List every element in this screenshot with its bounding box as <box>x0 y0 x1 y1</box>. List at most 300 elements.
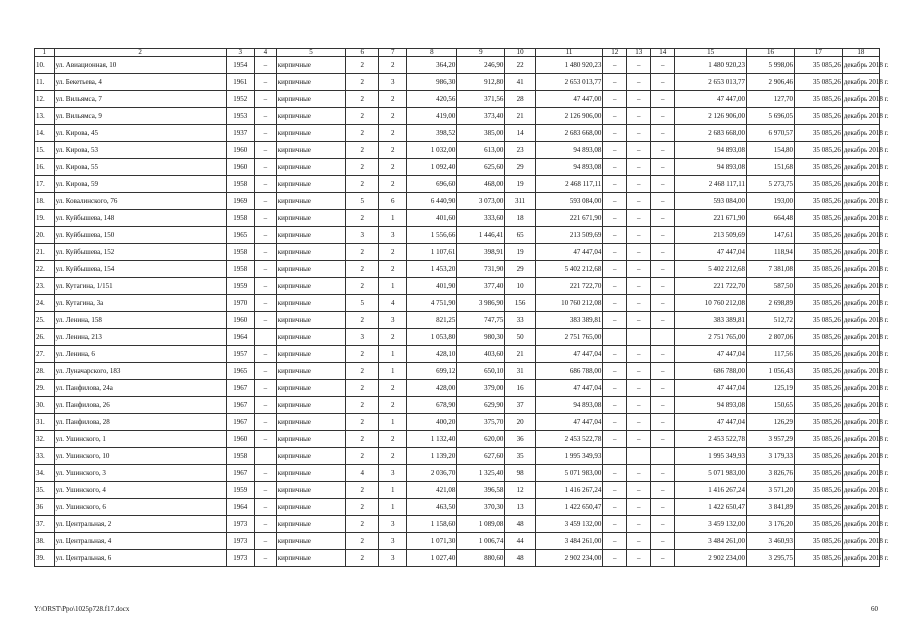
cell-max-cost-per-sqm: 35 085,26 <box>794 159 842 176</box>
cell-max-cost-per-sqm: 35 085,26 <box>794 227 842 244</box>
cell-col-14: – <box>651 533 675 550</box>
cell-row-number: 33. <box>35 448 55 465</box>
cell-max-cost-per-sqm: 35 085,26 <box>794 176 842 193</box>
page-number: 60 <box>871 605 878 613</box>
cell-wall-material: кирпичные <box>276 244 346 261</box>
cell-col-12 <box>603 329 627 346</box>
cell-col-4: – <box>254 312 276 329</box>
cell-total-area: 1 107,61 <box>407 244 457 261</box>
table-row <box>35 125 880 142</box>
cell-col-4: – <box>254 346 276 363</box>
cell-wall-material: кирпичные <box>276 414 346 431</box>
cell-col-12: – <box>603 346 627 363</box>
cell-floors: 2 <box>346 397 379 414</box>
column-number-7: 7 <box>379 49 407 57</box>
cell-floors: 2 <box>346 482 379 499</box>
cell-repair-cost: 1 995 349,93 <box>535 448 603 465</box>
column-number-2: 2 <box>54 49 226 57</box>
cell-row-number: 14. <box>35 125 55 142</box>
cell-floors: 2 <box>346 533 379 550</box>
cell-col-12 <box>603 448 627 465</box>
cell-row-number: 17. <box>35 176 55 193</box>
cell-row-number: 15. <box>35 142 55 159</box>
cell-entrances: 2 <box>379 91 407 108</box>
table-row <box>35 159 880 176</box>
cell-living-area: 3 073,00 <box>457 193 505 210</box>
cell-total-area: 401,90 <box>407 278 457 295</box>
cell-living-area: 912,80 <box>457 74 505 91</box>
cell-entrances: 2 <box>379 380 407 397</box>
cell-total-cost: 1 995 349,93 <box>675 448 747 465</box>
cell-col-4: – <box>254 550 276 567</box>
cell-total-cost: 10 760 212,08 <box>675 295 747 312</box>
cell-col-13: – <box>627 210 651 227</box>
cell-entrances: 2 <box>379 125 407 142</box>
cell-total-cost: 47 447,04 <box>675 414 747 431</box>
cell-address: ул. Панфилова, 28 <box>54 414 226 431</box>
cell-cost-per-sqm: 512,72 <box>747 312 795 329</box>
cell-cost-per-sqm: 3 179,33 <box>747 448 795 465</box>
cell-max-cost-per-sqm: 35 085,26 <box>794 193 842 210</box>
cell-max-cost-per-sqm: 35 085,26 <box>794 295 842 312</box>
table-row <box>35 57 880 74</box>
cell-total-cost: 221 671,90 <box>675 210 747 227</box>
cell-living-area: 3 986,90 <box>457 295 505 312</box>
cell-address: ул. Кутагина, 1/151 <box>54 278 226 295</box>
cell-living-area: 398,91 <box>457 244 505 261</box>
cell-wall-material: кирпичные <box>276 448 346 465</box>
cell-living-area: 370,30 <box>457 499 505 516</box>
cell-cost-per-sqm: 3 957,29 <box>747 431 795 448</box>
cell-residents: 14 <box>505 125 535 142</box>
table-row <box>35 533 880 550</box>
cell-col-12: – <box>603 193 627 210</box>
cell-residents: 22 <box>505 57 535 74</box>
cell-col-13: – <box>627 244 651 261</box>
cell-col-14: – <box>651 108 675 125</box>
cell-deadline: декабрь 2018 г. <box>842 74 879 91</box>
cell-total-area: 1 053,80 <box>407 329 457 346</box>
cell-repair-cost: 3 459 132,00 <box>535 516 603 533</box>
cell-wall-material: кирпичные <box>276 227 346 244</box>
cell-max-cost-per-sqm: 35 085,26 <box>794 125 842 142</box>
cell-repair-cost: 2 468 117,11 <box>535 176 603 193</box>
column-number-9: 9 <box>457 49 505 57</box>
column-number-14: 14 <box>651 49 675 57</box>
cell-total-area: 428,10 <box>407 346 457 363</box>
column-number-1: 1 <box>35 49 55 57</box>
cell-col-14: – <box>651 261 675 278</box>
cell-col-4: – <box>254 414 276 431</box>
cell-total-area: 1 071,30 <box>407 533 457 550</box>
cell-row-number: 21. <box>35 244 55 261</box>
table-row <box>35 210 880 227</box>
cell-col-13: – <box>627 193 651 210</box>
cell-living-area: 468,00 <box>457 176 505 193</box>
table-row <box>35 448 880 465</box>
cell-total-cost: 3 484 261,00 <box>675 533 747 550</box>
cell-entrances: 3 <box>379 74 407 91</box>
cell-entrances: 3 <box>379 550 407 567</box>
cell-residents: 48 <box>505 516 535 533</box>
cell-wall-material: кирпичные <box>276 108 346 125</box>
cell-total-area: 1 092,40 <box>407 159 457 176</box>
cell-row-number: 12. <box>35 91 55 108</box>
cell-residents: 21 <box>505 108 535 125</box>
cell-col-4 <box>254 448 276 465</box>
cell-repair-cost: 47 447,00 <box>535 91 603 108</box>
cell-row-number: 25. <box>35 312 55 329</box>
cell-col-12: – <box>603 91 627 108</box>
cell-deadline: декабрь 2018 г. <box>842 244 879 261</box>
cell-cost-per-sqm: 126,29 <box>747 414 795 431</box>
cell-row-number: 34. <box>35 465 55 482</box>
cell-address: ул. Кутагина, 3а <box>54 295 226 312</box>
cell-col-4 <box>254 329 276 346</box>
cell-total-area: 1 032,00 <box>407 142 457 159</box>
column-number-4: 4 <box>254 49 276 57</box>
cell-col-13: – <box>627 57 651 74</box>
cell-build-year: 1964 <box>226 329 254 346</box>
cell-col-14 <box>651 448 675 465</box>
cell-repair-cost: 2 902 234,00 <box>535 550 603 567</box>
cell-floors: 2 <box>346 74 379 91</box>
cell-row-number: 37. <box>35 516 55 533</box>
cell-build-year: 1958 <box>226 244 254 261</box>
cell-residents: 13 <box>505 499 535 516</box>
cell-col-12: – <box>603 414 627 431</box>
cell-col-13: – <box>627 227 651 244</box>
housing-register-table <box>34 48 889 567</box>
cell-total-area: 6 440,90 <box>407 193 457 210</box>
cell-address: ул. Ушинского, 1 <box>54 431 226 448</box>
table-row <box>35 329 880 346</box>
cell-build-year: 1954 <box>226 57 254 74</box>
cell-floors: 2 <box>346 278 379 295</box>
table-row <box>35 465 880 482</box>
cell-total-area: 986,30 <box>407 74 457 91</box>
cell-deadline: декабрь 2018 г. <box>842 193 879 210</box>
cell-col-13: – <box>627 533 651 550</box>
cell-col-14: – <box>651 550 675 567</box>
cell-address: ул. Авиационная, 10 <box>54 57 226 74</box>
cell-address: ул. Панфилова, 26 <box>54 397 226 414</box>
cell-cost-per-sqm: 151,68 <box>747 159 795 176</box>
cell-wall-material: кирпичные <box>276 159 346 176</box>
cell-total-area: 463,50 <box>407 499 457 516</box>
cell-floors: 2 <box>346 261 379 278</box>
cell-wall-material: кирпичные <box>276 176 346 193</box>
cell-floors: 5 <box>346 193 379 210</box>
cell-total-cost: 2 902 234,00 <box>675 550 747 567</box>
cell-col-12: – <box>603 74 627 91</box>
cell-col-14: – <box>651 397 675 414</box>
cell-max-cost-per-sqm: 35 085,26 <box>794 482 842 499</box>
cell-entrances: 2 <box>379 244 407 261</box>
cell-total-area: 1 556,66 <box>407 227 457 244</box>
table-row <box>35 482 880 499</box>
cell-col-4: – <box>254 499 276 516</box>
cell-max-cost-per-sqm: 35 085,26 <box>794 363 842 380</box>
cell-wall-material: кирпичные <box>276 482 346 499</box>
cell-col-4: – <box>254 193 276 210</box>
cell-floors: 2 <box>346 499 379 516</box>
cell-total-area: 398,52 <box>407 125 457 142</box>
cell-col-4: – <box>254 142 276 159</box>
column-number-12: 12 <box>603 49 627 57</box>
cell-col-13: – <box>627 74 651 91</box>
cell-residents: 44 <box>505 533 535 550</box>
cell-build-year: 1960 <box>226 312 254 329</box>
cell-deadline: декабрь 2018 г. <box>842 533 879 550</box>
cell-cost-per-sqm: 3 176,20 <box>747 516 795 533</box>
cell-repair-cost: 221 671,90 <box>535 210 603 227</box>
cell-address: ул. Панфилова, 24а <box>54 380 226 397</box>
cell-col-4: – <box>254 516 276 533</box>
cell-total-cost: 47 447,04 <box>675 380 747 397</box>
cell-address: ул. Куйбышева, 154 <box>54 261 226 278</box>
cell-col-13: – <box>627 312 651 329</box>
cell-max-cost-per-sqm: 35 085,26 <box>794 380 842 397</box>
cell-col-12: – <box>603 499 627 516</box>
cell-deadline: декабрь 2018 г. <box>842 499 879 516</box>
cell-living-area: 627,60 <box>457 448 505 465</box>
cell-living-area: 1 089,08 <box>457 516 505 533</box>
cell-floors: 2 <box>346 108 379 125</box>
cell-repair-cost: 3 484 261,00 <box>535 533 603 550</box>
cell-floors: 2 <box>346 431 379 448</box>
cell-row-number: 11. <box>35 74 55 91</box>
cell-entrances: 3 <box>379 227 407 244</box>
cell-residents: 19 <box>505 176 535 193</box>
cell-col-13: – <box>627 261 651 278</box>
column-number-8: 8 <box>407 49 457 57</box>
cell-address: ул. Ленина, 213 <box>54 329 226 346</box>
cell-col-4: – <box>254 244 276 261</box>
cell-build-year: 1964 <box>226 499 254 516</box>
cell-floors: 2 <box>346 244 379 261</box>
cell-living-area: 1 006,74 <box>457 533 505 550</box>
cell-residents: 10 <box>505 278 535 295</box>
cell-floors: 2 <box>346 414 379 431</box>
table-row <box>35 414 880 431</box>
cell-cost-per-sqm: 118,94 <box>747 244 795 261</box>
cell-total-area: 2 036,70 <box>407 465 457 482</box>
cell-col-4: – <box>254 91 276 108</box>
cell-build-year: 1960 <box>226 431 254 448</box>
cell-deadline: декабрь 2018 г. <box>842 278 879 295</box>
cell-floors: 2 <box>346 363 379 380</box>
cell-entrances: 1 <box>379 499 407 516</box>
cell-build-year: 1967 <box>226 414 254 431</box>
cell-residents: 29 <box>505 159 535 176</box>
cell-col-12: – <box>603 108 627 125</box>
cell-col-14: – <box>651 295 675 312</box>
cell-max-cost-per-sqm: 35 085,26 <box>794 550 842 567</box>
cell-living-area: 1 325,40 <box>457 465 505 482</box>
column-number-5: 5 <box>276 49 346 57</box>
cell-col-12: – <box>603 295 627 312</box>
cell-col-12: – <box>603 465 627 482</box>
cell-row-number: 27. <box>35 346 55 363</box>
cell-entrances: 6 <box>379 193 407 210</box>
cell-cost-per-sqm: 5 998,06 <box>747 57 795 74</box>
cell-total-cost: 221 722,70 <box>675 278 747 295</box>
cell-total-cost: 2 453 522,78 <box>675 431 747 448</box>
cell-col-14: – <box>651 278 675 295</box>
cell-wall-material: кирпичные <box>276 431 346 448</box>
cell-living-area: 650,10 <box>457 363 505 380</box>
table-row <box>35 397 880 414</box>
cell-col-13: – <box>627 380 651 397</box>
cell-deadline: декабрь 2018 г. <box>842 261 879 278</box>
cell-deadline: декабрь 2018 г. <box>842 125 879 142</box>
cell-deadline: декабрь 2018 г. <box>842 465 879 482</box>
cell-repair-cost: 47 447,04 <box>535 244 603 261</box>
cell-col-12: – <box>603 244 627 261</box>
cell-col-14: – <box>651 142 675 159</box>
cell-entrances: 1 <box>379 363 407 380</box>
column-number-15: 15 <box>675 49 747 57</box>
cell-address: ул. Куйбышева, 148 <box>54 210 226 227</box>
cell-entrances: 1 <box>379 346 407 363</box>
cell-deadline: декабрь 2018 г. <box>842 176 879 193</box>
cell-address: ул. Вильямса, 7 <box>54 91 226 108</box>
cell-wall-material: кирпичные <box>276 295 346 312</box>
cell-entrances: 3 <box>379 516 407 533</box>
cell-repair-cost: 94 893,08 <box>535 142 603 159</box>
cell-row-number: 26. <box>35 329 55 346</box>
table-row <box>35 227 880 244</box>
cell-col-14: – <box>651 57 675 74</box>
cell-col-12: – <box>603 125 627 142</box>
cell-deadline: декабрь 2018 г. <box>842 414 879 431</box>
cell-living-area: 333,60 <box>457 210 505 227</box>
cell-cost-per-sqm: 3 460,93 <box>747 533 795 550</box>
cell-total-cost: 593 084,00 <box>675 193 747 210</box>
cell-living-area: 371,56 <box>457 91 505 108</box>
cell-deadline: декабрь 2018 г. <box>842 380 879 397</box>
cell-build-year: 1967 <box>226 397 254 414</box>
cell-col-14: – <box>651 516 675 533</box>
cell-wall-material: кирпичные <box>276 125 346 142</box>
cell-col-14: – <box>651 244 675 261</box>
cell-col-4: – <box>254 210 276 227</box>
table-row <box>35 244 880 261</box>
cell-row-number: 38. <box>35 533 55 550</box>
cell-cost-per-sqm: 2 698,89 <box>747 295 795 312</box>
cell-wall-material: кирпичные <box>276 261 346 278</box>
table-row <box>35 516 880 533</box>
cell-deadline: декабрь 2018 г. <box>842 346 879 363</box>
cell-row-number: 10. <box>35 57 55 74</box>
cell-col-13 <box>627 448 651 465</box>
cell-cost-per-sqm: 3 826,76 <box>747 465 795 482</box>
cell-floors: 2 <box>346 142 379 159</box>
cell-deadline: декабрь 2018 г. <box>842 397 879 414</box>
cell-col-14: – <box>651 346 675 363</box>
cell-col-4: – <box>254 108 276 125</box>
cell-col-4: – <box>254 482 276 499</box>
cell-living-area: 377,40 <box>457 278 505 295</box>
cell-col-12: – <box>603 261 627 278</box>
cell-wall-material: кирпичные <box>276 210 346 227</box>
cell-total-cost: 383 389,81 <box>675 312 747 329</box>
cell-total-cost: 2 468 117,11 <box>675 176 747 193</box>
cell-col-14: – <box>651 159 675 176</box>
cell-floors: 2 <box>346 210 379 227</box>
cell-build-year: 1958 <box>226 210 254 227</box>
cell-col-4: – <box>254 125 276 142</box>
cell-residents: 37 <box>505 397 535 414</box>
cell-col-13: – <box>627 346 651 363</box>
cell-col-12: – <box>603 57 627 74</box>
cell-floors: 2 <box>346 91 379 108</box>
cell-col-4: – <box>254 295 276 312</box>
cell-residents: 33 <box>505 312 535 329</box>
cell-build-year: 1960 <box>226 159 254 176</box>
cell-col-13: – <box>627 176 651 193</box>
cell-wall-material: кирпичные <box>276 380 346 397</box>
cell-address: ул. Ушинского, 4 <box>54 482 226 499</box>
cell-cost-per-sqm: 3 571,20 <box>747 482 795 499</box>
cell-build-year: 1973 <box>226 516 254 533</box>
cell-residents: 20 <box>505 414 535 431</box>
cell-col-14: – <box>651 74 675 91</box>
cell-living-area: 629,90 <box>457 397 505 414</box>
cell-deadline: декабрь 2018 г. <box>842 295 879 312</box>
cell-total-cost: 94 893,08 <box>675 397 747 414</box>
cell-entrances: 1 <box>379 278 407 295</box>
cell-col-12: – <box>603 482 627 499</box>
cell-address: ул. Куйбышева, 150 <box>54 227 226 244</box>
cell-col-12: – <box>603 516 627 533</box>
cell-deadline: декабрь 2018 г. <box>842 431 879 448</box>
cell-build-year: 1973 <box>226 550 254 567</box>
cell-deadline: декабрь 2018 г. <box>842 108 879 125</box>
cell-deadline: декабрь 2018 г. <box>842 329 879 346</box>
table-row <box>35 278 880 295</box>
cell-repair-cost: 2 126 906,00 <box>535 108 603 125</box>
cell-total-area: 364,20 <box>407 57 457 74</box>
column-number-17: 17 <box>794 49 842 57</box>
column-number-11: 11 <box>535 49 603 57</box>
cell-cost-per-sqm: 127,70 <box>747 91 795 108</box>
cell-deadline: декабрь 2018 г. <box>842 210 879 227</box>
cell-deadline: декабрь 2018 г. <box>842 312 879 329</box>
cell-total-cost: 47 447,04 <box>675 244 747 261</box>
cell-entrances: 4 <box>379 295 407 312</box>
cell-build-year: 1973 <box>226 533 254 550</box>
cell-max-cost-per-sqm: 35 085,26 <box>794 142 842 159</box>
cell-living-area: 620,00 <box>457 431 505 448</box>
cell-deadline: декабрь 2018 г. <box>842 482 879 499</box>
cell-entrances: 3 <box>379 533 407 550</box>
cell-build-year: 1967 <box>226 465 254 482</box>
cell-col-13: – <box>627 414 651 431</box>
cell-col-14 <box>651 329 675 346</box>
cell-total-area: 401,60 <box>407 210 457 227</box>
cell-address: ул. Кирова, 59 <box>54 176 226 193</box>
cell-max-cost-per-sqm: 35 085,26 <box>794 91 842 108</box>
cell-build-year: 1958 <box>226 176 254 193</box>
cell-build-year: 1957 <box>226 346 254 363</box>
cell-living-area: 731,90 <box>457 261 505 278</box>
cell-address: ул. Ленина, 6 <box>54 346 226 363</box>
cell-col-14: – <box>651 380 675 397</box>
cell-entrances: 2 <box>379 176 407 193</box>
cell-wall-material: кирпичные <box>276 142 346 159</box>
